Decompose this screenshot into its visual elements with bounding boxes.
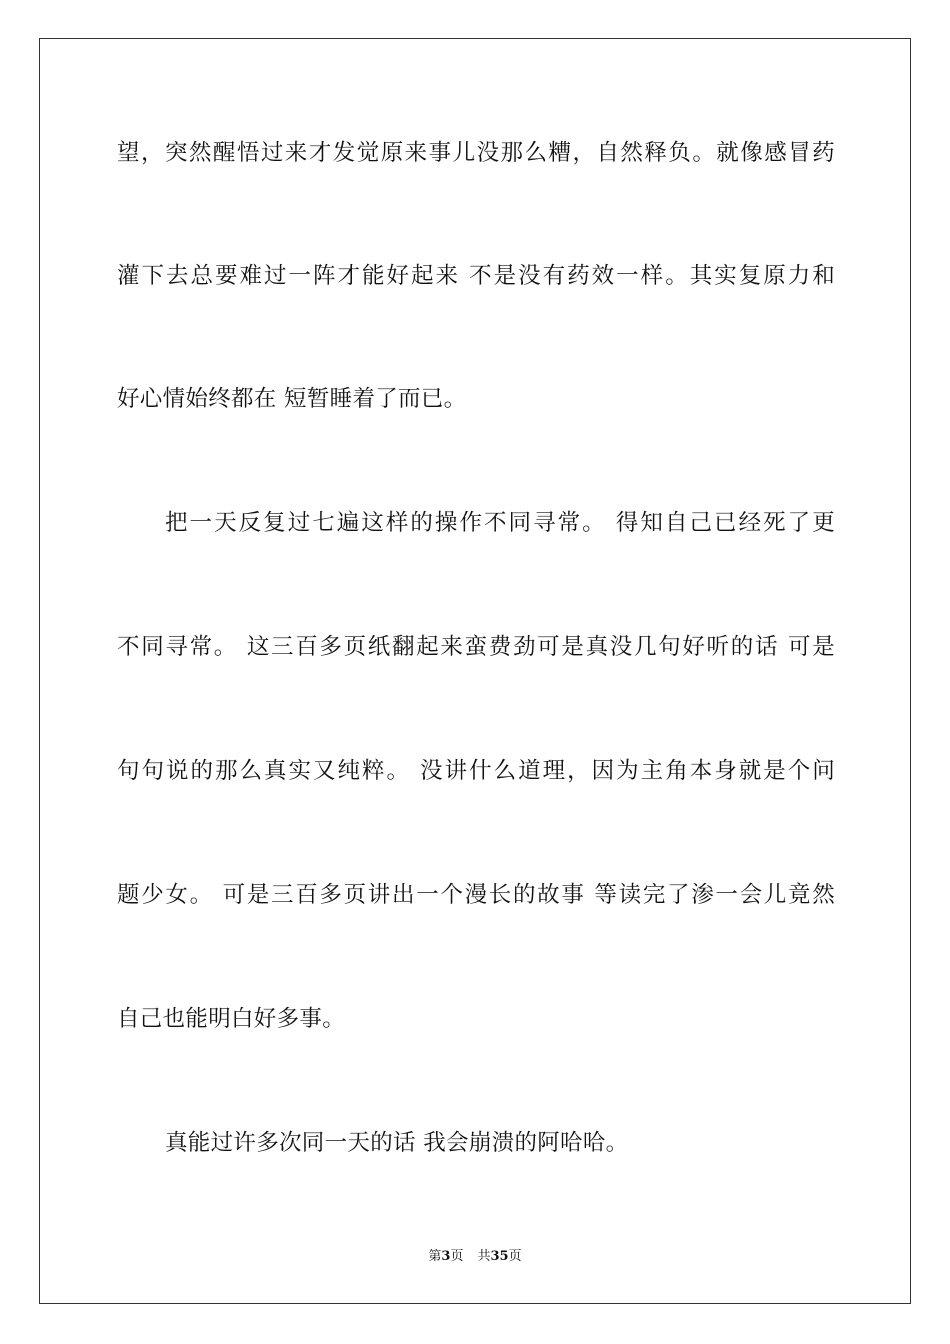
text-line-7: 题少女。 可是三百多页讲出一个漫长的故事 等读完了渗一会儿竟然 [117,882,835,908]
text-line-6: 句句说的那么真实又纯粹。 没讲什么道理，因为主角本身就是个问 [117,758,835,784]
page-prefix: 第 [428,1249,442,1264]
page-suffix: 页 [450,1249,464,1264]
total-suffix: 页 [508,1249,522,1264]
text-line-1: 望，突然醒悟过来才发觉原来事儿没那么糟，自然释负。就像感冒药 [117,140,835,166]
page-footer [0,1248,950,1266]
page-total: 35 [490,1249,509,1264]
page-number: 3 [441,1249,451,1264]
text-line-4: 把一天反复过七遍这样的操作不同寻常。 得知自己已经死了更 [165,510,835,536]
text-line-9: 真能过许多次同一天的话 我会崩溃的阿哈哈。 [165,1130,629,1156]
text-line-2: 灌下去总要难过一阵才能好起来 不是没有药效一样。其实复原力和 [117,263,835,289]
text-line-5: 不同寻常。 这三百多页纸翻起来蛮费劲可是真没几句好听的话 可是 [117,634,835,660]
text-line-8: 自己也能明白好多事。 [117,1006,346,1032]
page-border [39,38,911,1304]
text-line-3: 好心情始终都在 短暂睡着了而已。 [117,386,467,412]
total-prefix: 共 [477,1249,491,1264]
